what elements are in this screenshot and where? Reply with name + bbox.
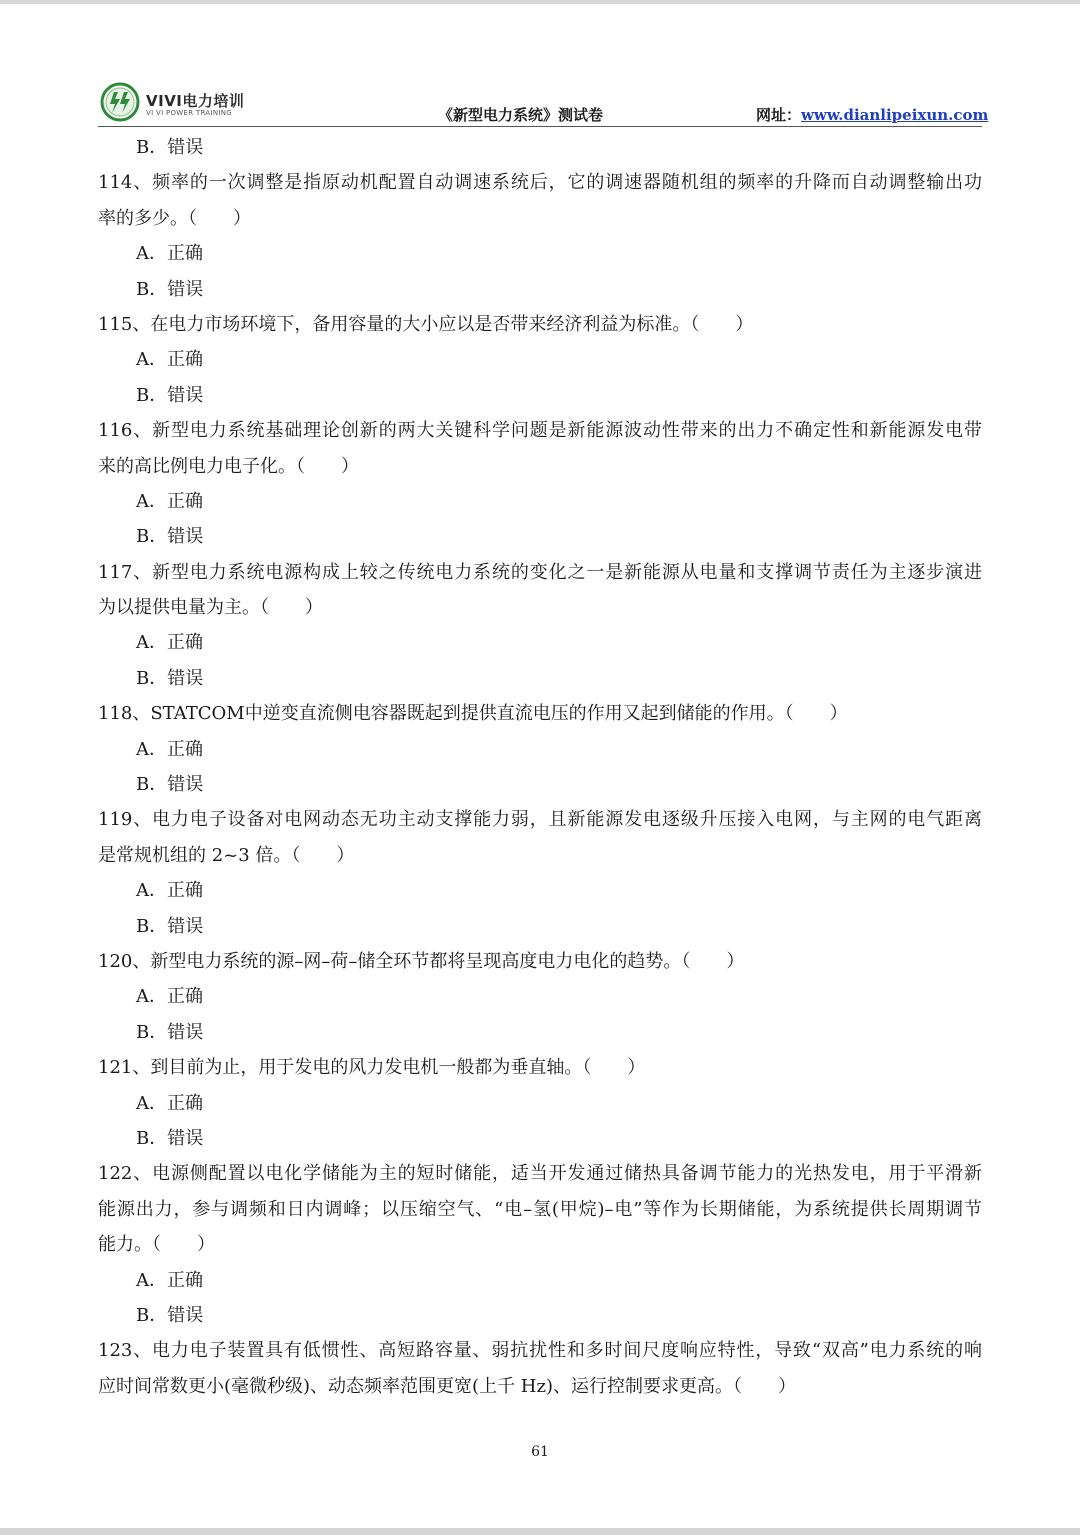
logo-subtitle: VI VI POWER TRAINING [146, 109, 232, 117]
question-text: 116、新型电力系统基础理论创新的两大关键科学问题是新能源波动性带来的出力不确定性和新能源发电带 [98, 420, 982, 442]
answer-option: A．正确 [136, 349, 203, 371]
logo-title: VIVI电力培训 [146, 92, 245, 110]
bottom-page-edge [0, 1528, 1080, 1535]
answer-option: A．正确 [136, 490, 203, 512]
answer-option: B．错误 [136, 915, 204, 937]
answer-option: B．错误 [136, 384, 204, 406]
answer-option: A．正确 [136, 986, 203, 1008]
answer-option: A．正确 [136, 632, 203, 654]
question-text: 115、在电力市场环境下，备用容量的大小应以是否带来经济利益为标准。（ ） [98, 313, 754, 335]
answer-option: A．正确 [136, 880, 203, 902]
document-title: 《新型电力系统》测试卷 [438, 106, 604, 124]
answer-option: B．错误 [136, 278, 204, 300]
question-text: 是常规机组的 2~3 倍。（ ） [98, 844, 355, 866]
website-label: 网址： [756, 106, 802, 124]
question-text: 114、频率的一次调整是指原动机配置自动调速系统后，它的调速器随机组的频率的升降而自动调整输出功 [98, 172, 982, 194]
question-text: 120、新型电力系统的源–网–荷–储全环节都将呈现高度电力电化的趋势。（ ） [98, 950, 745, 972]
question-text: 能源出力，参与调频和日内调峰；以压缩空气、“电–氢(甲烷)–电”等作为长期储能，为系统提供长周期调节 [98, 1198, 982, 1220]
question-text: 117、新型电力系统电源构成上较之传统电力系统的变化之一是新能源从电量和支撑调节责任为主逐步演进 [98, 561, 982, 583]
website-info [756, 104, 988, 125]
vivi-power-training-logo-icon [100, 82, 140, 122]
top-page-edge [0, 0, 1080, 4]
question-text: 122、电源侧配置以电化学储能为主的短时储能，适当开发通过储热具备调节能力的光热发电，用于平滑新 [98, 1163, 982, 1185]
brand-logo [100, 82, 260, 122]
website-link[interactable]: www.dianlipeixun.com [801, 106, 989, 124]
question-text: 123、电力电子装置具有低惯性、高短路容量、弱抗扰性和多时间尺度响应特性，导致“双高”电力系统的响 [98, 1340, 982, 1362]
answer-option: A．正确 [136, 1269, 203, 1291]
question-text: 为以提供电量为主。（ ） [98, 597, 323, 619]
question-text: 121、到目前为止，用于发电的风力发电机一般都为垂直轴。（ ） [98, 1057, 646, 1079]
answer-option: A．正确 [136, 738, 203, 760]
question-list [98, 130, 982, 1404]
answer-option: B．错误 [136, 774, 204, 796]
answer-option: B．错误 [136, 1021, 204, 1043]
answer-option: B．错误 [136, 526, 204, 548]
answer-option: A．正确 [136, 1092, 203, 1114]
header-divider [98, 126, 982, 127]
question-text: 来的高比例电力电子化。（ ） [98, 455, 359, 477]
answer-option: B．错误 [136, 1127, 204, 1149]
answer-option: B．错误 [136, 667, 204, 689]
question-text: 118、STATCOM中逆变直流侧电容器既起到提供直流电压的作用又起到储能的作用。（ ） [98, 703, 848, 725]
answer-option: B．错误 [136, 1304, 204, 1326]
page-header [98, 78, 989, 128]
question-text: 率的多少。（ ） [98, 207, 251, 229]
question-text: 119、电力电子设备对电网动态无功主动支撑能力弱，且新能源发电逐级升压接入电网，与主网的电气距离 [98, 809, 982, 831]
question-text: 应时间常数更小(毫微秒级)、动态频率范围更宽(上千 Hz)、运行控制要求更高。（ ） [98, 1375, 796, 1397]
question-text: 能力。（ ） [98, 1234, 215, 1256]
answer-option: A．正确 [136, 243, 203, 265]
page-number: 61 [531, 1444, 549, 1460]
answer-option: B．错误 [136, 137, 204, 158]
